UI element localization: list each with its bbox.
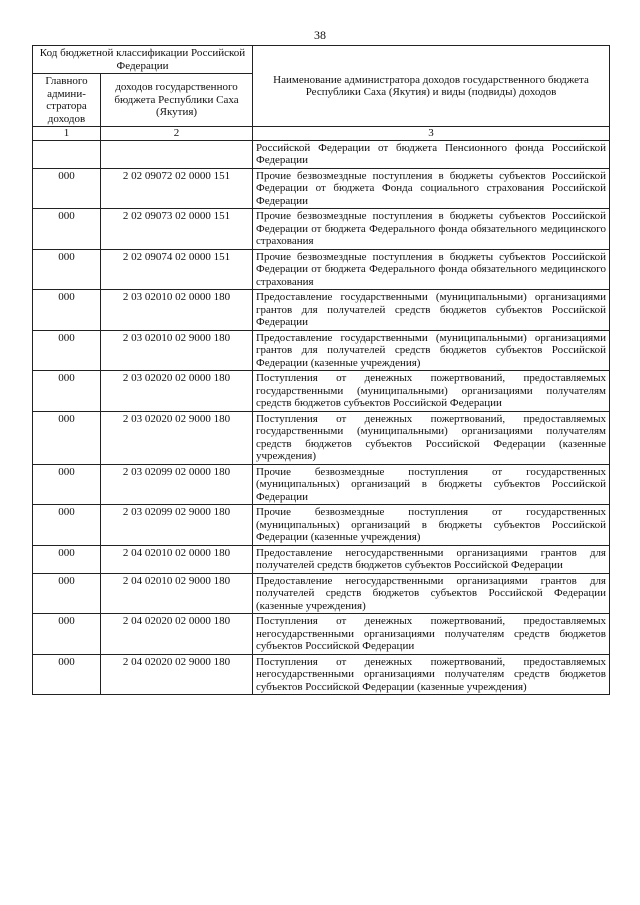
table-row [33, 464, 610, 505]
row-revenue-code: 2 03 02099 02 9000 180 [101, 505, 253, 546]
row-revenue-name: Поступления от денежных пожертвований, предоставляемых негосударственными организациями получателям средств бюджетов субъектов Российской Федерации [253, 614, 610, 655]
row-admin-code: 000 [33, 505, 101, 546]
table-row [33, 505, 610, 546]
column-number-3: 3 [253, 127, 610, 141]
row-admin-code: 000 [33, 209, 101, 250]
row-admin-code: 000 [33, 290, 101, 331]
table-row [33, 371, 610, 412]
table-row [33, 545, 610, 573]
table-row [33, 168, 610, 209]
row-admin-code: 000 [33, 464, 101, 505]
header-row-group [33, 46, 610, 74]
row-admin-code: 000 [33, 614, 101, 655]
row-revenue-name: Предоставление государственными (муниципальными) организациями грантов для получателей средств бюджетов субъектов Российской Федерации (казенные учреждения) [253, 330, 610, 371]
row-revenue-name: Предоставление негосударственными организациями грантов для получателей средств бюджетов субъектов Российской Федерации (казенные учреждения) [253, 573, 610, 614]
table-row [33, 249, 610, 290]
row-admin-code: 000 [33, 545, 101, 573]
table-row [33, 140, 610, 168]
row-revenue-code: 2 04 02010 02 0000 180 [101, 545, 253, 573]
column-number-row [33, 127, 610, 141]
page-number: 38 [314, 28, 326, 42]
row-revenue-code: 2 03 02020 02 0000 180 [101, 371, 253, 412]
row-revenue-code: 2 04 02020 02 0000 180 [101, 614, 253, 655]
row-admin-code: 000 [33, 573, 101, 614]
row-revenue-code: 2 03 02010 02 0000 180 [101, 290, 253, 331]
row-admin-code [33, 140, 101, 168]
row-revenue-name: Прочие безвозмездные поступления в бюджеты субъектов Российской Федерации от бюджета Федерального фонда обязательного медицинского страхования [253, 249, 610, 290]
header-col3: Наименование администратора доходов государственного бюджета Республики Саха (Якутия) и виды (подвиды) доходов [253, 46, 610, 127]
row-revenue-name: Предоставление государственными (муниципальными) организациями грантов для получателей средств бюджетов субъектов Российской Федерации [253, 290, 610, 331]
row-admin-code: 000 [33, 249, 101, 290]
row-revenue-code [101, 140, 253, 168]
row-revenue-name: Поступления от денежных пожертвований, предоставляемых негосударственными организациями получателям средств бюджетов субъектов Российской Федерации (казенные учреждения) [253, 654, 610, 695]
row-revenue-code: 2 02 09072 02 0000 151 [101, 168, 253, 209]
row-revenue-name: Предоставление негосударственными организациями грантов для получателей средств бюджетов субъектов Российской Федерации [253, 545, 610, 573]
table-row [33, 411, 610, 464]
row-revenue-name: Поступления от денежных пожертвований, предоставляемых государственными (муниципальными) организациями получателям средств бюджетов субъектов Российской Федерации [253, 371, 610, 412]
table-body [33, 140, 610, 695]
row-revenue-name: Российской Федерации от бюджета Пенсионного фонда Российской Федерации [253, 140, 610, 168]
row-revenue-name: Поступления от денежных пожертвований, предоставляемых государственными (муниципальными) организациями получателям средств бюджетов субъектов Российской Федерации (казенные учреждения) [253, 411, 610, 464]
row-revenue-code: 2 03 02099 02 0000 180 [101, 464, 253, 505]
header-group-title: Код бюджетной классификации Российской Федерации [33, 46, 253, 74]
table-row [33, 614, 610, 655]
column-number-2: 2 [101, 127, 253, 141]
table-row [33, 330, 610, 371]
row-admin-code: 000 [33, 168, 101, 209]
row-revenue-code: 2 04 02010 02 9000 180 [101, 573, 253, 614]
table-row [33, 209, 610, 250]
header-col2: доходов государственного бюджета Республики Саха (Якутия) [101, 74, 253, 127]
row-revenue-name: Прочие безвозмездные поступления от государственных (муниципальных) организаций в бюджеты субъектов Российской Федерации [253, 464, 610, 505]
row-revenue-name: Прочие безвозмездные поступления в бюджеты субъектов Российской Федерации от бюджета Фонда социального страхования Российской Федерации [253, 168, 610, 209]
header-col1: Главного админи-стратора доходов [33, 74, 101, 127]
table-row [33, 654, 610, 695]
row-revenue-name: Прочие безвозмездные поступления от государственных (муниципальных) организаций в бюджеты субъектов Российской Федерации (казенные учреждения) [253, 505, 610, 546]
row-admin-code: 000 [33, 330, 101, 371]
row-revenue-code: 2 04 02020 02 9000 180 [101, 654, 253, 695]
table-row [33, 290, 610, 331]
column-number-1: 1 [33, 127, 101, 141]
row-admin-code: 000 [33, 654, 101, 695]
table-row [33, 573, 610, 614]
row-revenue-name: Прочие безвозмездные поступления в бюджеты субъектов Российской Федерации от бюджета Федерального фонда обязательного медицинского страхования [253, 209, 610, 250]
row-revenue-code: 2 02 09074 02 0000 151 [101, 249, 253, 290]
budget-classification-table [32, 45, 610, 695]
row-admin-code: 000 [33, 411, 101, 464]
row-revenue-code: 2 02 09073 02 0000 151 [101, 209, 253, 250]
row-admin-code: 000 [33, 371, 101, 412]
row-revenue-code: 2 03 02020 02 9000 180 [101, 411, 253, 464]
row-revenue-code: 2 03 02010 02 9000 180 [101, 330, 253, 371]
